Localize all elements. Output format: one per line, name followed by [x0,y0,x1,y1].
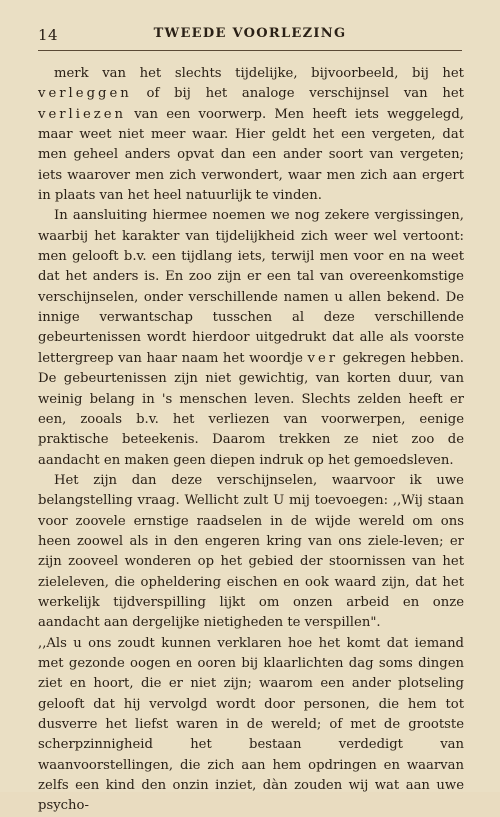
text-run: ,,Als u ons zoudt kunnen verklaren hoe het komt dat iemand met gezonde oogen en ooren bij klaarlichten dag soms dingen ziet en hoort, die er niet zijn; waarom een ander plotseling gelooft dat hij vervolgd wordt door personen, die hem tot dusverre het liefst waren in de wereld; of met de grootste scherpzinnigheid het bestaan verdedigt van waanvoorstellingen, die zich aan hem opdringen en waarvan zelfs een kind den onzin inziet, dàn zouden wij wat aan uwe psycho- [38,635,464,814]
paragraph [38,64,464,206]
body-text [38,64,464,817]
spaced-emphasis: verliezen [38,106,127,122]
spaced-emphasis: ver [307,350,339,366]
text-run: merk van het slechts tijdelijke, bijvoorbeeld, bij het [54,66,464,81]
spaced-emphasis: verleggen [38,86,132,102]
paragraph [38,471,464,634]
running-title: TWEEDE VOORLEZING [153,26,347,41]
page-number: 14 [38,26,59,44]
paragraph [38,634,464,817]
text-run: of bij het analoge verschijnsel van het [131,86,464,102]
page-header [38,22,462,48]
text-run: gekregen hebben. De gebeurtenissen zijn niet gewichtig, van korten duur, van weinig belang in 's menschen leven. Slechts zelden heeft er een, zooals b.v. het verliezen van voorwerpen, eenige praktische beteekenis. Daarom trekken ze niet zoo de aandacht en maken geen diepen indruk op het gemoedsleven. [38,350,464,468]
paragraph [38,206,464,470]
text-run: van een voorwerp. Men heeft iets weggelegd, maar weet niet meer waar. Hier geldt het een vergeten, dat men geheel anders opvat dan een ander soort van vergeten; iets waarover men zich verwondert, waar men zich aan ergert in plaats van het heel natuurlijk te vinden. [38,106,464,204]
text-run: Het zijn dan deze verschijnselen, waarvoor ik uwe belangstelling vraag. Wellicht zult U mij toevoegen: ,,Wij staan voor zoovele ernstige raadselen in de wijde wereld om ons heen zoowel als in den engeren kring van ons ziele-leven; er zijn zooveel wonderen op het gebied der stoornissen van het zieleleven, die opheldering eischen en ook waard zijn, dat het werkelijk tijdverspilling lijkt om onzen arbeid en onze aandacht aan dergelijke nietigheden te verspillen". [38,472,464,631]
header-rule [38,50,462,51]
text-run: In aansluiting hiermee noemen we nog zekere vergissingen, waarbij het karakter van tijdelijkheid zich weer wel vertoont: men gelooft b.v. een tijdlang iets, terwijl men voor en na weet dat het anders is. En zoo zijn er een tal van overeenkomstige verschijnselen, onder verschillende namen u allen bekend. De innige verwantschap tusschen al deze verschillende gebeurtenissen wordt hierdoor uitgedrukt dat alle als voorste lettergreep van haar naam het woordje [38,208,464,366]
